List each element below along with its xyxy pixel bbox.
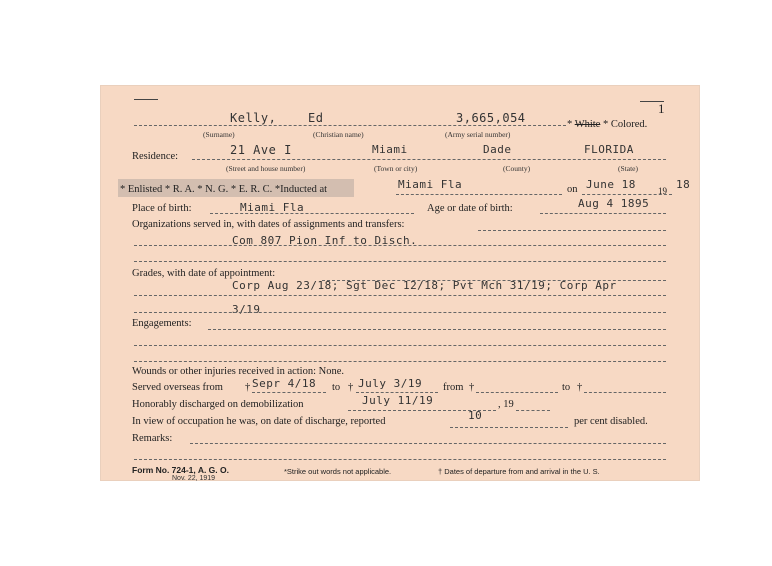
remarks-label: Remarks:: [132, 433, 173, 444]
organizations-line-2: [134, 261, 666, 262]
footnote-dates: † Dates of departure from and arrival in the U. S.: [438, 467, 600, 476]
enlistment-label: * Enlisted * R. A. * N. G. * E. R. C. *Inducted at: [120, 184, 328, 195]
residence-street: 21 Ave I: [230, 143, 292, 157]
town-caption: (Town or city): [374, 164, 418, 173]
surname-caption: (Surname): [203, 130, 235, 139]
overseas-from-line: [252, 392, 326, 393]
disability-suffix: per cent disabled.: [574, 416, 648, 427]
race-colored: * Colored.: [602, 119, 648, 130]
card-number: 1: [658, 101, 665, 116]
discharge-year-line: [516, 410, 550, 411]
remarks-line-1: [134, 459, 666, 460]
overseas-to-line: [356, 392, 438, 393]
enlistment-year-prefix: 19: [658, 186, 667, 196]
wounds-label: Wounds or other injuries received in action: None.: [132, 366, 345, 377]
enlistment-date: June 18: [586, 178, 636, 191]
serial-number-value: 3,665,054: [456, 111, 526, 125]
organizations-line-1: [134, 245, 666, 246]
service-record-card: [100, 85, 700, 481]
induction-place: Miami Fla: [398, 178, 463, 191]
residence-line: [192, 159, 666, 160]
disability-label: In view of occupation he was, on date of discharge, reported: [132, 416, 386, 427]
residence-town: Miami: [372, 143, 408, 156]
organizations-label: Organizations served in, with dates of assignments and transfers:: [132, 219, 405, 230]
birth-date-label: Age or date of birth:: [427, 203, 513, 214]
county-caption: (County): [503, 164, 531, 173]
name-line: [134, 125, 566, 126]
enlistment-year: 18: [676, 178, 691, 191]
christian-caption: (Christian name): [313, 130, 364, 139]
birth-place-label: Place of birth:: [132, 203, 192, 214]
discharge-date-value: July 11/19: [362, 394, 434, 407]
engagements-label: Engagements:: [132, 318, 192, 329]
surname-value: Kelly,: [230, 111, 277, 125]
corner-rule: [134, 99, 158, 100]
overseas-from-line-2: [476, 392, 558, 393]
state-caption: (State): [618, 164, 638, 173]
discharge-year-prefix: , 19: [498, 399, 514, 410]
race-options: [567, 119, 647, 130]
form-date: Nov. 22, 1919: [172, 475, 216, 481]
overseas-from-label-2: from: [443, 382, 464, 393]
grades-line-2: [134, 312, 666, 313]
grades-label: Grades, with date of appointment:: [132, 268, 276, 279]
organizations-line-0: [478, 230, 666, 231]
footnote-strike: *Strike out words not applicable.: [284, 467, 392, 476]
enlistment-on-label: on: [567, 184, 578, 195]
overseas-to-label-2: to: [562, 382, 571, 393]
disability-value: 10: [468, 409, 483, 422]
overseas-label: Served overseas from: [132, 382, 223, 393]
overseas-to-label: to: [332, 382, 341, 393]
overseas-dagger-3: †: [469, 382, 475, 393]
overseas-dagger-2: †: [348, 382, 354, 393]
grades-line-1: [134, 295, 666, 296]
engagements-line-2: [134, 361, 666, 362]
organizations-value: Com 807 Pion Inf to Disch.: [232, 234, 418, 247]
overseas-dagger-1: †: [245, 382, 251, 393]
grades-line2-value: 3/19: [232, 303, 261, 316]
birth-date-line: [540, 213, 666, 214]
engagements-line-0: [208, 329, 666, 330]
induction-line: [396, 194, 562, 195]
christian-name-value: Ed: [308, 111, 324, 125]
form-number: Form No. 724-1, A. G. O.: [132, 465, 229, 475]
overseas-to-line-2: [584, 392, 666, 393]
birth-place-line: [210, 213, 414, 214]
street-caption: (Street and house number): [226, 164, 306, 173]
birth-place-value: Miami Fla: [240, 201, 305, 214]
engagements-line-1: [134, 345, 666, 346]
residence-county: Dade: [483, 143, 512, 156]
discharge-label: Honorably discharged on demobilization: [132, 399, 304, 410]
serial-caption: (Army serial number): [445, 130, 511, 139]
overseas-to-value: July 3/19: [358, 377, 423, 390]
race-star: *: [567, 119, 573, 130]
disability-line: [450, 427, 568, 428]
grades-line1-value: Corp Aug 23/18; Sgt Dec 12/18; Pvt Mch 31/19; Corp Apr: [232, 279, 617, 292]
overseas-dagger-4: †: [577, 382, 583, 393]
overseas-from-value: Sepr 4/18: [252, 377, 317, 390]
birth-date-value: Aug 4 1895: [578, 197, 650, 210]
residence-label: Residence:: [132, 151, 179, 162]
race-white: White: [574, 119, 601, 130]
remarks-line-0: [190, 443, 666, 444]
residence-state: FLORIDA: [584, 143, 634, 156]
card-number-rule: [640, 101, 664, 102]
